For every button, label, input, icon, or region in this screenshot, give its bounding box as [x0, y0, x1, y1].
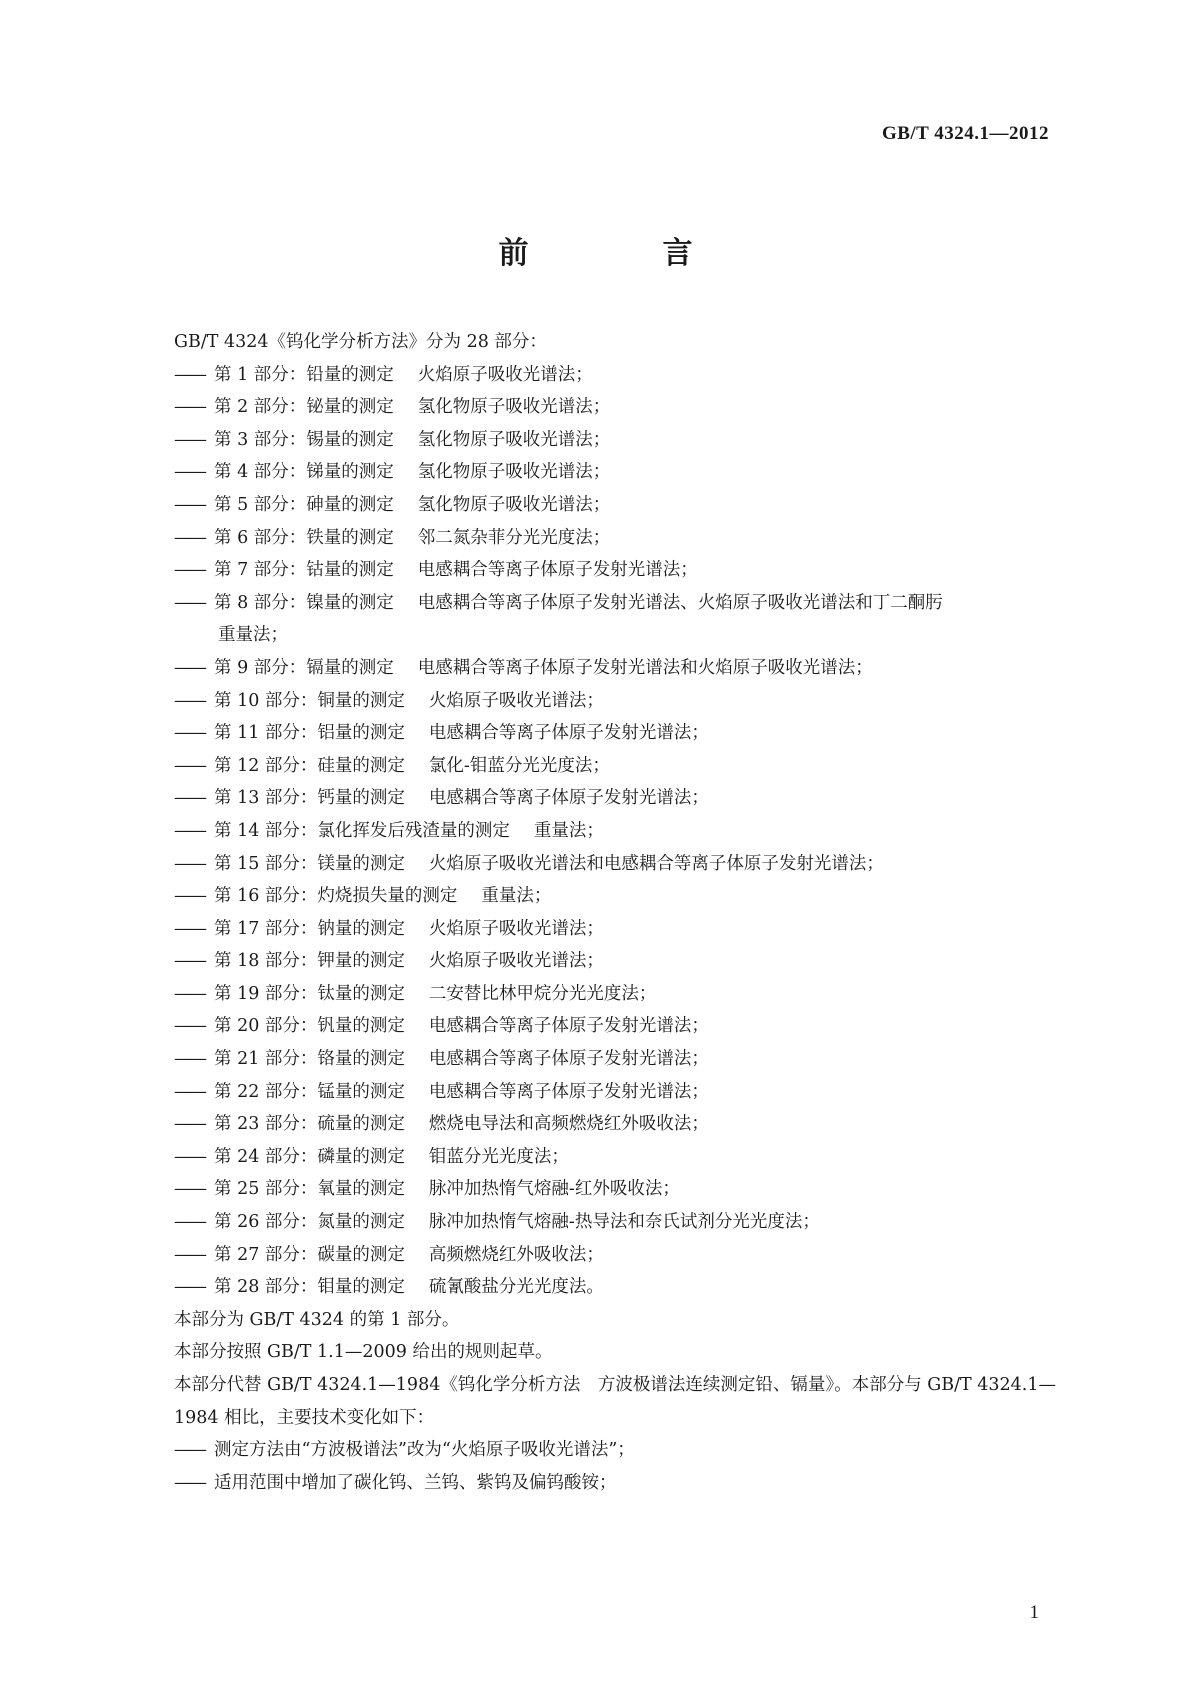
part-label: 第 5 部分：砷量的测定 [214, 494, 394, 515]
part-method-continuation: 重量法； [218, 625, 288, 646]
dash-marker [174, 848, 214, 881]
part-label: 第 14 部分：氯化挥发后残渣量的测定 [214, 820, 510, 841]
part-list-item [134, 1043, 1056, 1076]
part-label: 第 11 部分：铝量的测定 [214, 723, 405, 744]
part-method: 氯化-钼蓝分光光度法； [428, 755, 610, 776]
part-label: 第 21 部分：铬量的测定 [214, 1049, 405, 1070]
part-label: 第 17 部分：钠量的测定 [214, 918, 405, 939]
dash-marker [174, 1141, 214, 1174]
dash-marker [174, 1239, 214, 1272]
part-method: 邻二氮杂菲分光光度法； [417, 527, 611, 548]
change-item [134, 1467, 1056, 1500]
dash-marker [174, 1434, 214, 1467]
part-list-item [134, 880, 1056, 913]
dash-marker [174, 1271, 214, 1304]
standard-code: GB/T 4324.1—2012 [881, 123, 1049, 144]
part-method: 氢化物原子吸收光谱法； [417, 462, 611, 483]
dash-marker [174, 978, 214, 1011]
part-method: 电感耦合等离子体原子发射光谱法； [428, 788, 709, 809]
part-list-item [134, 1206, 1056, 1239]
part-label: 第 27 部分：碳量的测定 [214, 1244, 405, 1265]
part-method: 电感耦合等离子体原子发射光谱法、火焰原子吸收光谱法和丁二酮肟 [417, 592, 943, 613]
part-list-item [134, 717, 1056, 750]
part-list-item [134, 522, 1056, 555]
paragraph-replacement: 本部分代替 GB/T 4324.1—1984《钨化学分析方法 方波极谱法连续测定铅、镉量》。本部分与 GB/T 4324.1—1984 相比，主要技术变化如下： [174, 1375, 1056, 1428]
paragraph-part-number: 本部分为 GB/T 4324 的第 1 部分。 [174, 1309, 460, 1330]
part-list-item [134, 489, 1056, 522]
dash-marker [174, 685, 214, 718]
part-label: 第 25 部分：氧量的测定 [214, 1179, 405, 1200]
part-method: 电感耦合等离子体原子发射光谱法； [428, 723, 709, 744]
change-item [134, 1434, 1056, 1467]
part-label: 第 13 部分：钙量的测定 [214, 788, 405, 809]
dash-marker [174, 1043, 214, 1076]
part-list-item [134, 1076, 1056, 1109]
dash-marker [174, 1076, 214, 1109]
part-list-item [134, 554, 1056, 587]
part-list-item [134, 1108, 1056, 1141]
page-title: 前 言 [498, 236, 745, 271]
part-label: 第 20 部分：钒量的测定 [214, 1016, 405, 1037]
dash-marker [174, 1467, 214, 1500]
part-method: 钼蓝分光光度法； [428, 1146, 569, 1167]
dash-marker [174, 1010, 214, 1043]
part-label: 第 22 部分：锰量的测定 [214, 1081, 405, 1102]
part-label: 第 19 部分：钛量的测定 [214, 983, 405, 1004]
part-label: 第 28 部分：钼量的测定 [214, 1277, 405, 1298]
part-label: 第 23 部分：硫量的测定 [214, 1114, 405, 1135]
part-method: 氢化物原子吸收光谱法； [417, 429, 611, 450]
part-method: 火焰原子吸收光谱法； [417, 364, 593, 385]
part-list-item [134, 685, 1056, 718]
part-label: 第 12 部分：硅量的测定 [214, 755, 405, 776]
dash-marker [174, 913, 214, 946]
part-list-item [134, 1239, 1056, 1272]
part-method: 电感耦合等离子体原子发射光谱法和火焰原子吸收光谱法； [417, 657, 873, 678]
dash-marker [174, 750, 214, 783]
dash-marker [174, 587, 214, 620]
dash-marker [174, 717, 214, 750]
part-label: 第 8 部分：镍量的测定 [214, 592, 394, 613]
part-list-item [134, 456, 1056, 489]
dash-marker [174, 1108, 214, 1141]
part-label: 第 6 部分：铁量的测定 [214, 527, 394, 548]
part-method: 火焰原子吸收光谱法和电感耦合等离子体原子发射光谱法； [428, 853, 884, 874]
dash-marker [174, 880, 214, 913]
part-label: 第 18 部分：钾量的测定 [214, 951, 405, 972]
part-list-item [134, 815, 1056, 848]
part-list-item [134, 782, 1056, 815]
change-text: 适用范围中增加了碳化钨、兰钨、紫钨及偏钨酸铵； [214, 1472, 617, 1493]
paragraph-drafting-rules: 本部分按照 GB/T 1.1—2009 给出的规则起草。 [174, 1342, 553, 1363]
part-label: 第 4 部分：锑量的测定 [214, 462, 394, 483]
part-method: 硫氰酸盐分光光度法。 [428, 1277, 604, 1298]
dash-marker [174, 554, 214, 587]
part-list-item [134, 913, 1056, 946]
part-label: 第 1 部分：铅量的测定 [214, 364, 394, 385]
page-number: 1 [1029, 1602, 1039, 1623]
change-text: 测定方法由“方波极谱法”改为“火焰原子吸收光谱法”； [214, 1440, 635, 1461]
dash-marker [174, 424, 214, 457]
part-list-item [134, 359, 1056, 392]
part-label: 第 2 部分：铋量的测定 [214, 397, 394, 418]
part-method: 脉冲加热惰气熔融-热导法和奈氏试剂分光光度法； [428, 1212, 820, 1233]
parts-list [134, 359, 1056, 1304]
part-method: 脉冲加热惰气熔融-红外吸收法； [428, 1179, 680, 1200]
part-method: 氢化物原子吸收光谱法； [417, 494, 611, 515]
part-method: 燃烧电导法和高频燃烧红外吸收法； [428, 1114, 709, 1135]
dash-marker [174, 815, 214, 848]
part-method: 电感耦合等离子体原子发射光谱法； [428, 1049, 709, 1070]
part-list-item [134, 391, 1056, 424]
part-label: 第 15 部分：镁量的测定 [214, 853, 405, 874]
part-list-item [134, 945, 1056, 978]
part-label: 第 10 部分：铜量的测定 [214, 690, 405, 711]
part-label: 第 3 部分：锡量的测定 [214, 429, 394, 450]
part-label: 第 7 部分：钴量的测定 [214, 560, 394, 581]
document-body [134, 326, 1056, 1499]
part-method: 电感耦合等离子体原子发射光谱法； [417, 560, 698, 581]
part-list-item [134, 652, 1056, 685]
part-list-item [134, 1141, 1056, 1174]
part-method: 重量法； [481, 886, 552, 907]
part-list-item [134, 978, 1056, 1011]
part-list-item [134, 1271, 1056, 1304]
dash-marker [174, 359, 214, 392]
part-list-item [134, 1173, 1056, 1206]
part-method: 火焰原子吸收光谱法； [428, 690, 604, 711]
part-method: 高频燃烧红外吸收法； [428, 1244, 604, 1265]
part-label: 第 26 部分：氮量的测定 [214, 1212, 405, 1233]
part-list-item [134, 848, 1056, 881]
part-list-item [134, 1010, 1056, 1043]
dash-marker [174, 456, 214, 489]
part-list-item [134, 424, 1056, 457]
dash-marker [174, 1173, 214, 1206]
dash-marker [174, 1206, 214, 1239]
part-method: 重量法； [533, 820, 604, 841]
part-method: 火焰原子吸收光谱法； [428, 951, 604, 972]
part-method: 电感耦合等离子体原子发射光谱法； [428, 1016, 709, 1037]
dash-marker [174, 652, 214, 685]
part-list-item [134, 750, 1056, 783]
intro-line: GB/T 4324《钨化学分析方法》分为 28 部分： [174, 332, 547, 352]
dash-marker [174, 391, 214, 424]
part-list-item [134, 587, 1056, 620]
part-method: 二安替比林甲烷分光光度法； [428, 983, 657, 1004]
part-label: 第 24 部分：磷量的测定 [214, 1146, 405, 1167]
dash-marker [174, 782, 214, 815]
part-method: 氢化物原子吸收光谱法； [417, 397, 611, 418]
dash-marker [174, 522, 214, 555]
part-label: 第 16 部分：灼烧损失量的测定 [214, 886, 458, 907]
part-label: 第 9 部分：镉量的测定 [214, 657, 394, 678]
dash-marker [174, 945, 214, 978]
dash-marker [174, 489, 214, 522]
part-method: 火焰原子吸收光谱法； [428, 918, 604, 939]
part-method: 电感耦合等离子体原子发射光谱法； [428, 1081, 709, 1102]
